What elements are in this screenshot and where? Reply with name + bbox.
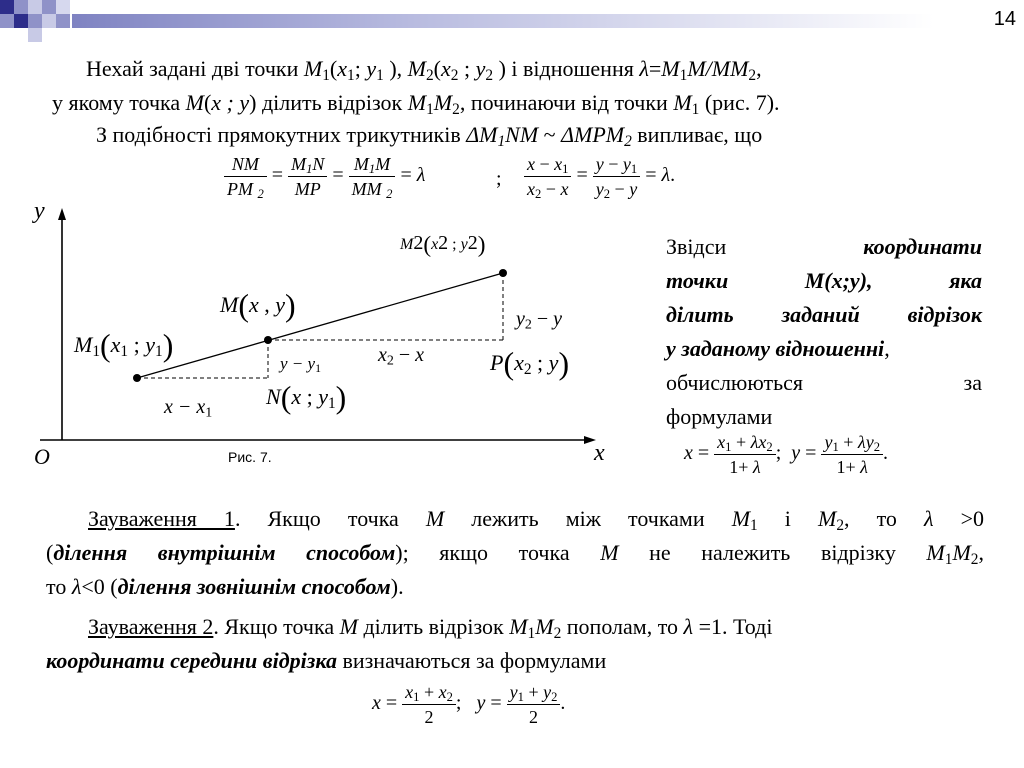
point-m1 bbox=[133, 374, 141, 382]
y-axis bbox=[58, 208, 66, 440]
x-axis-label: x bbox=[594, 440, 605, 466]
equation-separator: ; bbox=[496, 168, 502, 190]
x-axis bbox=[40, 436, 596, 444]
remark-2-title: Зауваження 2 bbox=[88, 614, 214, 639]
intro-line-2: у якому точка M(x ; y) ділить відрізок $M_1M_2$, починаючи від точки $M_1$ (рис. 7). bbox=[52, 90, 780, 118]
proportion-equation-1: $\frac{NM}{PM _2}$ = $\frac{M_1N}{MP}$ = $\frac{M_1M}{MM _2}$ = λ bbox=[224, 152, 425, 201]
figure-caption: Рис. 7. bbox=[228, 449, 272, 465]
remark-2-line-2: координати середини відрізка визначаються за формулами bbox=[46, 648, 607, 673]
right-line-4: у заданому відношенні, bbox=[666, 336, 890, 361]
point-m1-label: $M_1(x_1$ ; $y_1$) bbox=[74, 328, 174, 363]
remark-1-title: Зауваження 1 bbox=[88, 506, 235, 531]
right-line-6: формулами bbox=[666, 404, 773, 429]
segment-label-x2-minus-x: $x_2 - x$ bbox=[378, 344, 425, 369]
intro-text: З подібності прямокутних трикутників bbox=[96, 122, 467, 147]
remark-1-line-2: (ділення внутрішнім способом); якщо точка M не належить відрізку $M_1M_2$, bbox=[46, 540, 984, 568]
right-line-1: Звідси координати bbox=[666, 234, 982, 259]
intro-text: і відношення bbox=[505, 56, 640, 81]
similarity-sign: ~ bbox=[538, 122, 562, 147]
point-m bbox=[264, 336, 272, 344]
intro-text: Нехай задані дві точки bbox=[86, 56, 304, 81]
point-m2-label: M2(x2 ; y2) bbox=[400, 232, 486, 258]
intro-line-1: Нехай задані дві точки $M_1(x_1$; $y_1$ ), $M_2(x_2$ ; $y_2$ ) і відношення $\lambda=M_1M/MM_2$, bbox=[86, 56, 762, 84]
lambda-symbol: λ bbox=[416, 164, 426, 187]
point-n-label: N(x ; $y_1$) bbox=[266, 380, 347, 415]
division-formulas: x = $\frac{x_1 + \lambda x_2}{1+ \lambda}$ ; y = $\frac{y_1 + \lambda y_2}{1+ \lambda}$ . bbox=[684, 432, 888, 477]
intro-text: , починаючи від точки bbox=[459, 90, 674, 115]
proportion-equation-2: $\frac{x - x_1}{x_2 - x}$ = $\frac{y - y_1}{y_2 - y}$ = λ. bbox=[524, 152, 675, 201]
page-number: 14 bbox=[993, 8, 1016, 30]
remark-1-line-3: то λ<0 (ділення зовнішнім способом). bbox=[46, 574, 404, 599]
remark-2 bbox=[46, 610, 984, 678]
point-m-label: M(x , y) bbox=[220, 288, 296, 323]
segment-label-y-minus-y1: $y - y_1$ bbox=[280, 354, 322, 375]
intro-text: (рис. 7). bbox=[699, 90, 780, 115]
right-line-2: точки M(x;y), яка bbox=[666, 268, 982, 293]
intro-text: ділить відрізок bbox=[256, 90, 408, 115]
remark-1-line-1: Зауваження 1. Якщо точка M лежить між точками $M_1$ і $M_2$, то λ >0 bbox=[88, 506, 984, 534]
midpoint-formulas: x = $\frac{x_1 + x_2}{2}$ ; y = $\frac{y_1 + y_2}{2}$ . bbox=[372, 682, 566, 727]
remark-1 bbox=[46, 502, 984, 604]
right-line-3: ділить заданий відрізок bbox=[666, 302, 983, 327]
right-line-5: обчислюються за bbox=[666, 370, 982, 395]
origin-label: O bbox=[34, 444, 50, 469]
intro-text: у якому точка bbox=[52, 90, 186, 115]
right-column-text bbox=[666, 230, 982, 434]
segment-label-y2-minus-y: $y_2 - y$ bbox=[516, 308, 563, 333]
intro-text: випливає, що bbox=[631, 122, 763, 147]
point-p-label: $P(x_2$ ; y) bbox=[490, 346, 570, 381]
y-axis-label: y bbox=[34, 198, 45, 224]
segment-label-x-minus-x1: $x - x_1$ bbox=[164, 396, 213, 421]
period: . bbox=[670, 164, 676, 187]
point-m2 bbox=[499, 269, 507, 277]
lambda-symbol: λ bbox=[661, 164, 671, 187]
intro-line-3: З подібності прямокутних трикутників $\Delta M_1NM$ ~ $\Delta MPM_2$ випливає, що bbox=[96, 122, 763, 150]
remark-2-line-1: Зауваження 2. Якщо точка M ділить відрізок $M_1M_2$ пополам, то λ =1. Тоді bbox=[88, 614, 773, 642]
